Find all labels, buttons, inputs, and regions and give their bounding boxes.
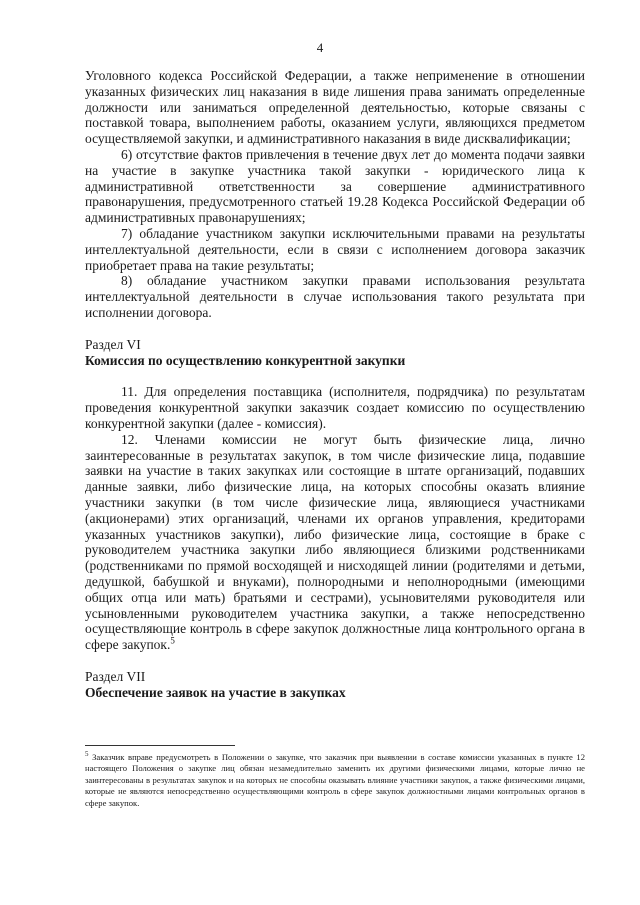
paragraph-12: [85, 432, 585, 653]
paragraph-item-6: 6) отсутствие фактов привлечения в течение двух лет до момента подачи заявки на участие в закупке участника такой закупки - юридического лица к административной ответственности за совершение административного правонарушения, предусмотренного статьей 19.28 Кодекса Российской Федерации об административных правонарушениях;: [85, 146, 585, 226]
page-number: 4: [316, 40, 324, 55]
section-6-number: Раздел VI: [85, 336, 141, 352]
paragraph-continuation: Уголовного кодекса Российской Федерации, а также неприменение в отношении указанных физических лиц наказания в виде лишения права занимать определенные должности или заниматься определенной деятельностью, которые связаны с поставкой товара, выполнением работы, оказанием услуги, являющихся предметом осуществляемой закупки, и административного наказания в виде дисквалификации;: [85, 68, 585, 147]
section-7-number: Раздел VII: [85, 668, 146, 684]
section-7-title: Обеспечение заявок на участие в закупках: [85, 684, 346, 700]
paragraph-11: 11. Для определения поставщика (исполнителя, подрядчика) по результатам проведения конкурентной закупки заказчик создает комиссию по осуществлению конкурентной закупки (далее - комиссия).: [85, 384, 585, 431]
section-6-title: Комиссия по осуществлению конкурентной закупки: [85, 352, 406, 368]
paragraph-12-text: 12. Членами комиссии не могут быть физические лица, лично заинтересованные в результатах закупок, в том числе физические лица, подавшие заявки на участие в таких закупках или состоящие в штате организаций, подавших данные заявки, либо физические лица, на которых способны оказать влияние участники закупки (в том числе физические лица, являющиеся участниками (акционерами) этих организаций, членами их органов управления, кредиторами указанных участников закупки), либо физические лица, состоящие в браке с руководителем участника закупки либо являющиеся близкими родственниками (родственниками по прямой восходящей и нисходящей линии (родителями и детьми, дедушкой, бабушкой и внуками), полнородными и неполнородными (имеющими общих отца или мать) братьями и сестрами), усыновителями руководителя или усыновленными руководителем участника закупки, а также непосредственно осуществляющие контроль в сфере закупок должностные лица контрольного органа в сфере закупок.: [85, 431, 585, 653]
document-body: [85, 68, 585, 700]
footnote-text: Заказчик вправе предусмотреть в Положении о закупке, что заказчик при выявлении в составе комиссии указанных в пункте 12 настоящего Положения о закупке лиц обязан незамедлительно заменить их другими физическими лицами, которые лично не заинтересованы в результатах закупок и на которых не способны оказывать влияние участники закупок, а также физическими лицами, которые не являются непосредственно осуществляющими контроль в сфере закупок должностными лицами контрольных органов в сфере закупок.: [85, 752, 585, 808]
footnote-reference: 5: [170, 635, 175, 646]
footnote-marker: 5: [85, 750, 89, 759]
paragraph-item-8: 8) обладание участником закупки правами использования результата интеллектуальной деятельности в случае использования такого результата при исполнении договора.: [85, 273, 585, 320]
footnote: [85, 752, 585, 809]
footnote-divider: [85, 745, 235, 746]
paragraph-item-7: 7) обладание участником закупки исключительными правами на результаты интеллектуальной деятельности, если в связи с исполнением договора заказчик приобретает права на такие результаты;: [85, 225, 585, 273]
